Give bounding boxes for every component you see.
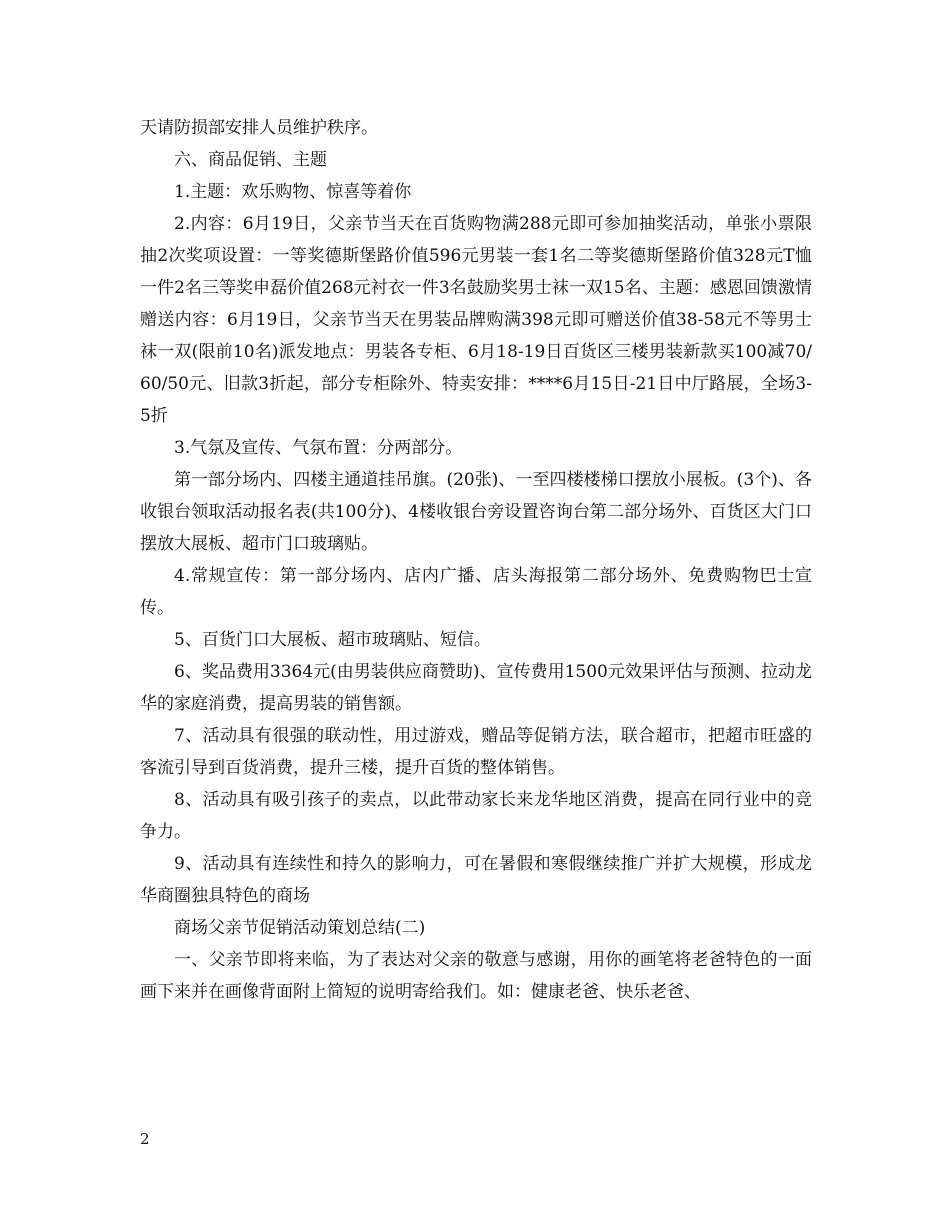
- paragraph-1: 天请防损部安排人员维护秩序。: [140, 118, 378, 138]
- paragraph-10-linkage: 7、活动具有很强的联动性，用过游戏，赠品等促销方法，联合超市，把超市旺盛的客流引导到百货消费，提升三楼，提升百货的整体销售。: [140, 726, 812, 778]
- paragraph-2-section-heading: 六、商品促销、主题: [174, 150, 327, 170]
- paragraph-13-subtitle: 商场父亲节促销活动策划总结(二): [174, 918, 426, 938]
- paragraph-9-costs: 6、奖品费用3364元(由男装供应商赞助)、宣传费用1500元效果评估与预测、拉动龙华的家庭消费，提高男装的销售额。: [140, 662, 812, 714]
- paragraph-4-content: 2.内容：6月19日，父亲节当天在百货购物满288元即可参加抽奖活动，单张小票限抽2次奖项设置：一等奖德斯堡路价值596元男装一套1名二等奖德斯堡路价值328元T恤一件2名三等奖申磊价值268元衬衣一件3名鼓励奖男士袜一双15名、主题：感恩回馈激情赠送内容：6月19日，父亲节当天在男装品牌购满398元即可赠送价值38-58元不等男士袜一双(限前10名)派发地点：男装各专柜、6月18-19日百货区三楼男装新款买100减70/60/50元、旧款3折起，部分专柜除外、特卖安排：****6月15日-21日中厅路展，全场3-5折: [140, 214, 812, 426]
- page-number: 2: [140, 1130, 150, 1148]
- paragraph-14-fathers-day: 一、父亲节即将来临，为了表达对父亲的敬意与感谢，用你的画笔将老爸特色的一面画下来并在画像背面附上简短的说明寄给我们。如：健康老爸、快乐老爸、: [140, 950, 812, 1002]
- paragraph-8-display-boards: 5、百货门口大展板、超市玻璃贴、短信。: [174, 630, 491, 650]
- paragraph-7-regular-promotion: 4.常规宣传：第一部分场内、店内广播、店头海报第二部分场外、免费购物巴士宣传。: [140, 566, 812, 618]
- paragraph-5-atmosphere: 3.气氛及宣传、气氛布置：分两部分。: [174, 438, 463, 458]
- paragraph-3-theme: 1.主题：欢乐购物、惊喜等着你: [174, 182, 412, 202]
- paragraph-6-part-one: 第一部分场内、四楼主通道挂吊旗。(20张)、一至四楼楼梯口摆放小展板。(3个)、各收银台领取活动报名表(共100分)、4楼收银台旁设置咨询台第二部分场外、百货区大门口摆放大展板、超市门口玻璃贴。: [140, 470, 812, 554]
- paragraph-12-continuity: 9、活动具有连续性和持久的影响力，可在暑假和寒假继续推广并扩大规模，形成龙华商圈独具特色的商场: [140, 854, 812, 906]
- paragraph-11-children: 8、活动具有吸引孩子的卖点，以此带动家长来龙华地区消费，提高在同行业中的竞争力。: [140, 790, 812, 842]
- document-body: [140, 112, 812, 1008]
